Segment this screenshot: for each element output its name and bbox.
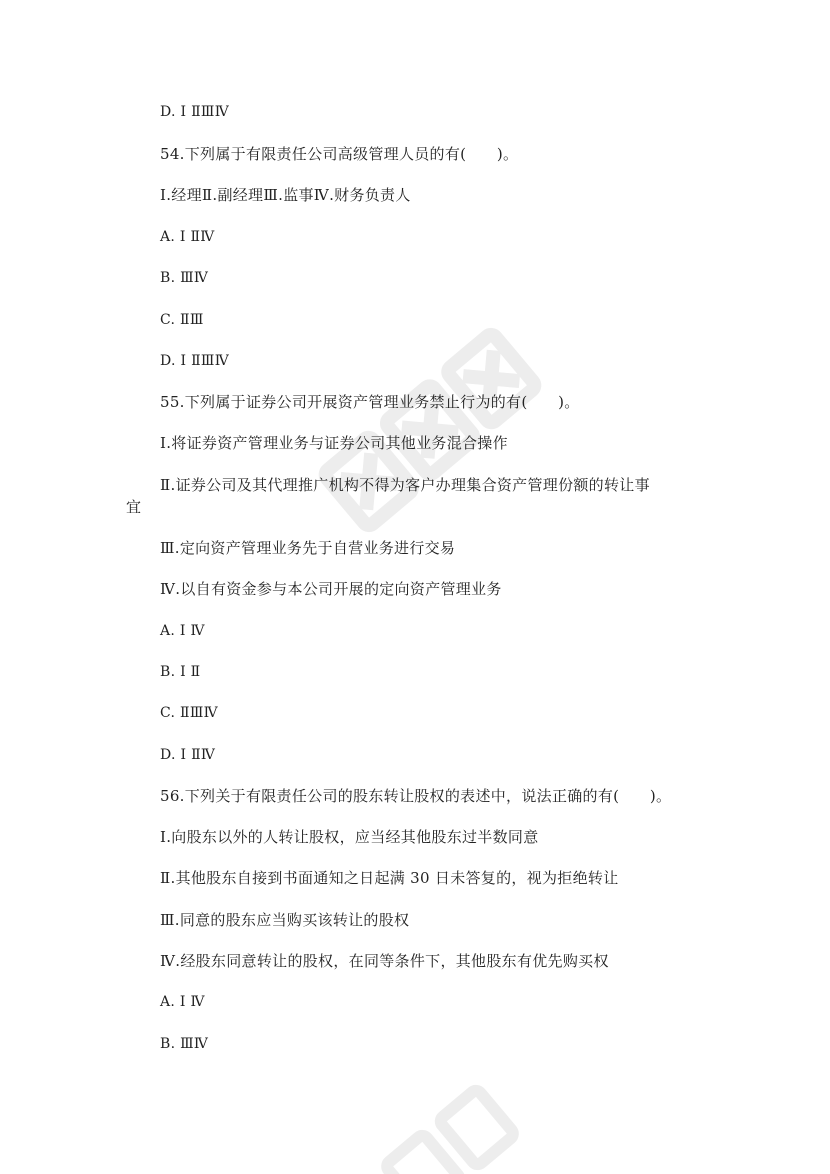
q54-option-c: C. ⅡⅢ — [160, 312, 204, 328]
watermark-graphic-bottom — [380, 1080, 520, 1174]
q56-option-a: A. Ⅰ Ⅳ — [160, 994, 205, 1010]
q55-statement-4: Ⅳ.以自有资金参与本公司开展的定向资产管理业务 — [160, 580, 502, 598]
q56-statement-3: Ⅲ.同意的股东应当购买该转让的股权 — [160, 911, 410, 929]
q55-statement-2: Ⅱ.证券公司及其代理推广机构不得为客户办理集合资产管理份额的转让事 — [160, 476, 650, 494]
q54-stem: 54.下列属于有限责任公司高级管理人员的有( )。 — [160, 145, 519, 163]
q55-statement-2-cont: 宜 — [126, 498, 142, 516]
watermark-graphic — [300, 300, 560, 560]
q54-option-b: B. ⅢⅣ — [160, 270, 209, 286]
q56-statement-1: Ⅰ.向股东以外的人转让股权，应当经其他股东过半数同意 — [160, 828, 539, 846]
q54-option-a: A. Ⅰ ⅡⅣ — [160, 229, 215, 245]
q56-statement-4: Ⅳ.经股东同意转让的股权，在同等条件下，其他股东有优先购买权 — [160, 952, 609, 970]
q55-option-b: B. Ⅰ Ⅱ — [160, 664, 201, 680]
q55-statement-3: Ⅲ.定向资产管理业务先于自营业务进行交易 — [160, 539, 456, 557]
q56-option-b: B. ⅢⅣ — [160, 1036, 209, 1052]
q55-option-c: C. ⅡⅢⅣ — [160, 705, 218, 721]
q54-option-d: D. Ⅰ ⅡⅢⅣ — [160, 353, 230, 369]
q55-option-a: A. Ⅰ Ⅳ — [160, 623, 205, 639]
q55-stem: 55.下列属于证券公司开展资产管理业务禁止行为的有( )。 — [160, 393, 580, 411]
q56-statement-2: Ⅱ.其他股东自接到书面通知之日起满 30 日未答复的，视为拒绝转让 — [160, 869, 619, 887]
q53-option-d: D. Ⅰ ⅡⅢⅣ — [160, 104, 230, 120]
q55-option-d: D. Ⅰ ⅡⅣ — [160, 747, 216, 763]
q54-statements: Ⅰ.经理Ⅱ.副经理Ⅲ.监事Ⅳ.财务负责人 — [160, 186, 411, 204]
q56-stem: 56.下列关于有限责任公司的股东转让股权的表述中，说法正确的有( )。 — [160, 787, 672, 805]
q55-statement-1: Ⅰ.将证券资产管理业务与证券公司其他业务混合操作 — [160, 434, 508, 452]
